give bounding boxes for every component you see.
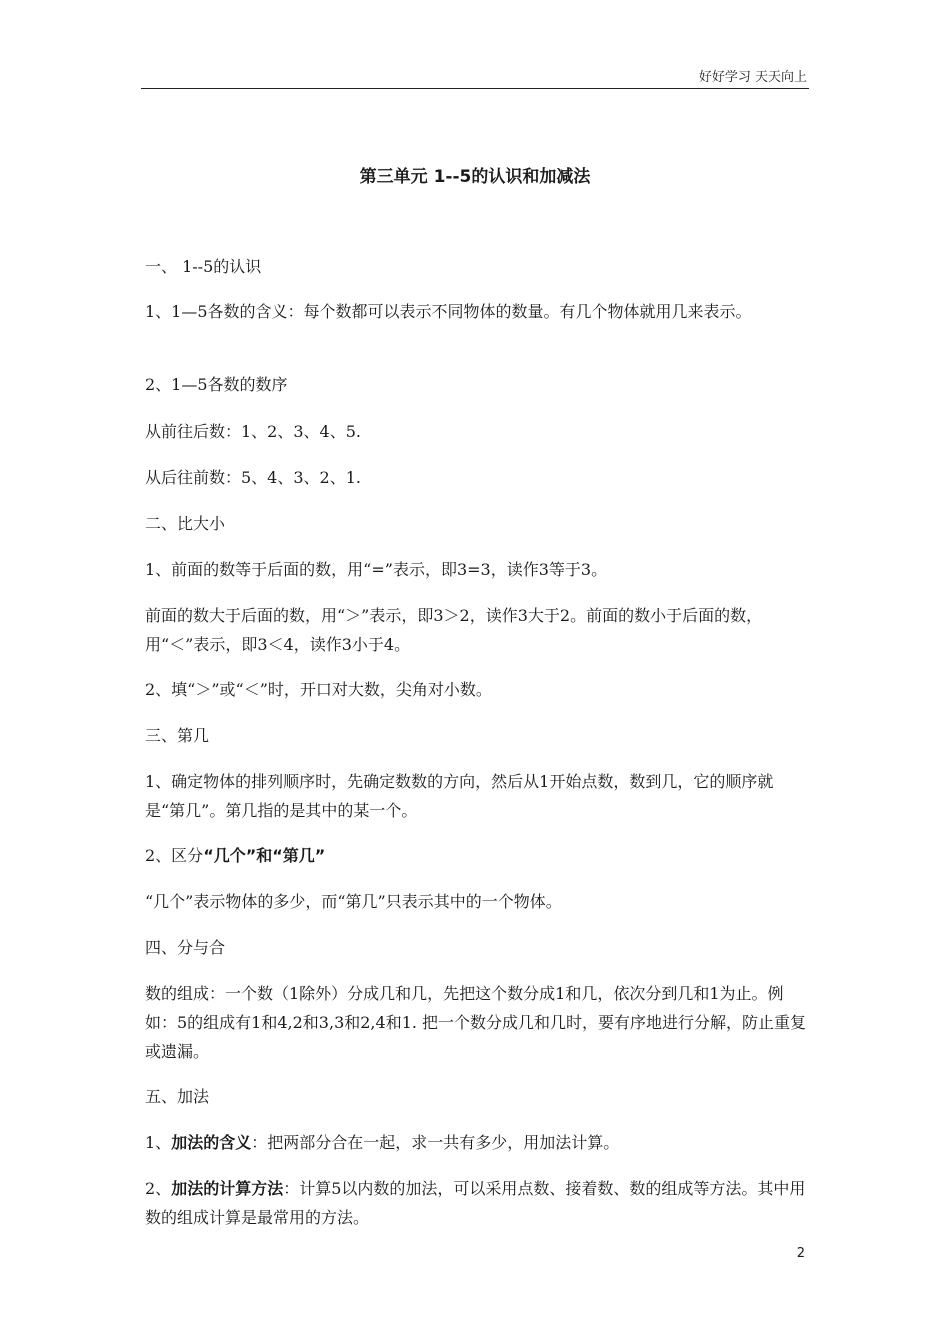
section-3-paragraph-3: “几个”表示物体的多少，而“第几”只表示其中的一个物体。 xyxy=(145,892,562,911)
section-5-paragraph-1-bold: 加法的含义 xyxy=(171,1133,252,1152)
section-2-paragraph-2: 前面的数大于后面的数，用“＞”表示，即3＞2，读作3大于2。前面的数小于后面的数，用“＜”表示，即3＜4，读作3小于4。 xyxy=(145,606,763,654)
section-2-paragraph-1: 1、前面的数等于后面的数，用“=”表示，即3=3，读作3等于3。 xyxy=(145,560,608,579)
section-5-paragraph-2 xyxy=(145,1174,807,1232)
page-title: 第三单元 1--5的认识和加减法 xyxy=(359,167,591,187)
section-3-paragraph-1: 1、确定物体的排列顺序时，先确定数数的方向，然后从1开始点数，数到几，它的顺序就是“第几”。第几指的是其中的某一个。 xyxy=(145,772,774,820)
section-1-paragraph-1: 1、1—5各数的含义：每个数都可以表示不同物体的数量。有几个物体就用几来表示。 xyxy=(145,302,752,321)
section-1-paragraph-4: 从后往前数：5、4、3、2、1. xyxy=(145,468,361,487)
section-2-heading: 二、比大小 xyxy=(145,514,226,533)
header-text: 好好学习 天天向上 xyxy=(698,70,807,85)
section-5-paragraph-1 xyxy=(145,1128,807,1157)
section-3-paragraph-2 xyxy=(145,841,807,870)
section-1-paragraph-2: 2、1—5各数的数序 xyxy=(145,375,288,394)
section-5-paragraph-2-rest: ：计算5以内数的加法，可以采用点数、接着数、数的组成等方法。其中用数的组成计算是最常用的方法。 xyxy=(145,1179,806,1227)
section-5-paragraph-2-prefix: 2、 xyxy=(145,1179,172,1198)
page-number: 2 xyxy=(796,1246,805,1261)
section-5-paragraph-1-prefix: 1、 xyxy=(145,1133,172,1152)
section-2-paragraph-3: 2、填“＞”或“＜”时，开口对大数，尖角对小数。 xyxy=(145,680,492,699)
section-5-heading: 五、加法 xyxy=(145,1087,210,1106)
section-5-paragraph-2-bold: 加法的计算方法 xyxy=(171,1179,284,1198)
section-3-paragraph-2-bold: “几个”和“第几” xyxy=(203,846,326,865)
section-3-paragraph-2-prefix: 2、区分 xyxy=(145,846,204,865)
section-4-heading: 四、分与合 xyxy=(145,938,226,957)
section-4-paragraph-1: 数的组成：一个数（1除外）分成几和几，先把这个数分成1和几，依次分到几和1为止。例如：5的组成有1和4,2和3,3和2,4和1. 把一个数分成几和几时，要有序地进行分解，防止重复或遗漏。 xyxy=(145,984,807,1061)
section-5-paragraph-1-rest: ：把两部分合在一起，求一共有多少，用加法计算。 xyxy=(251,1133,620,1152)
section-1-paragraph-3: 从前往后数：1、2、3、4、5. xyxy=(145,422,361,441)
header-rule xyxy=(141,88,809,89)
section-1-heading: 一、 1--5的认识 xyxy=(145,257,262,276)
section-3-heading: 三、第几 xyxy=(145,726,210,745)
